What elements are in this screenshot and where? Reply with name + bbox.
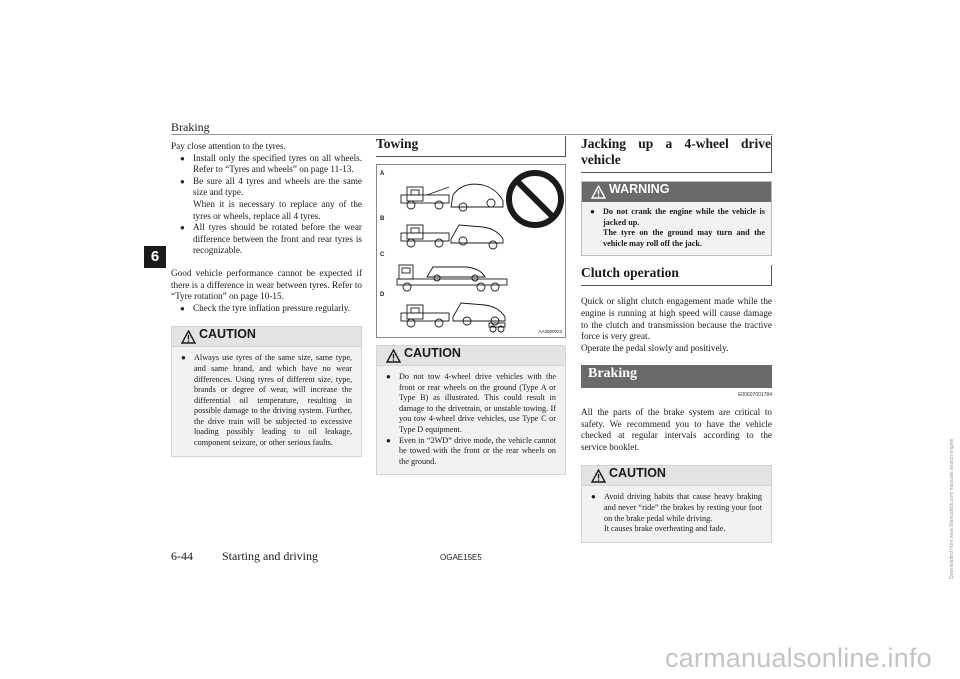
caution-list (377, 366, 565, 467)
list-item: ● Always use tyres of the same size, same type, and same brand, and which have no wear differences. Using tyres of different size, type, brands or degree of wear, will increase the differential oil temperature, resulting in possible damage to the driving system. Further, the drive train will be subjected to excessive loading possibly leading to oil leakage, component seizure, or other serious faults. (181, 353, 352, 448)
braking-title-bar: Braking (581, 365, 772, 388)
tyres-bullet-list (171, 153, 362, 257)
prohibited-icon (509, 173, 561, 225)
caution-label: CAUTION (609, 466, 666, 481)
list-item: ● Even in “2WD” drive mode, the vehicle cannot be towed with the front or the rear wheels on the ground. (386, 435, 556, 466)
braking-code: E00607001784 (738, 392, 772, 399)
site-watermark: carmanualsonline.info (665, 643, 932, 673)
running-header: Braking (171, 120, 210, 134)
warning-triangle-icon (181, 330, 196, 344)
document-code: OGAE15E5 (440, 553, 482, 562)
figure-code: AA3000023 (538, 329, 562, 334)
tyres-intro: Pay close attention to the tyres. (171, 141, 286, 151)
header-rule (171, 134, 773, 135)
caution-box-braking (581, 465, 772, 542)
braking-paragraph: All the parts of the brake system are critical to safety. We recommend you to have the vehicle checked at regular intervals according to the service booklet. (581, 406, 772, 452)
bullet-icon: ● (181, 353, 186, 363)
caution-box-tyres (171, 326, 362, 456)
figure-label-b: B (380, 216, 385, 222)
chapter-tab: 6 (144, 246, 166, 268)
caution-label: CAUTION (404, 346, 461, 360)
caution-bar (582, 466, 771, 486)
caution-bar (377, 346, 565, 366)
clutch-paragraph: Quick or slight clutch engagement made while the engine is running at high speed will cause damage to the clutch and transmission because the tractive force is very great. Operate the pedal slowly and positively. (581, 296, 772, 353)
bullet-icon: ● (591, 492, 596, 502)
list-item: ● Do not crank the engine while the vehicle is jacked up. The tyre on the ground may turn and the vehicle may roll off the jack. (590, 207, 765, 248)
list-item: ● Check the tyre inflation pressure regularly. (180, 302, 351, 313)
bullet-icon: ● (180, 303, 185, 313)
towing-heading: Towing (376, 136, 566, 157)
caution-list (582, 486, 771, 534)
caution-label: CAUTION (199, 327, 256, 342)
tyres-bullet-list-2 (171, 303, 362, 315)
bullet-icon: ● (180, 223, 185, 233)
column-jacking-clutch-braking (581, 136, 772, 543)
bullet-icon: ● (180, 153, 185, 163)
figure-label-a: A (380, 171, 385, 177)
tow-scene-a (401, 184, 503, 211)
list-item: ● Install only the specified tyres on all wheels. Refer to “Tyres and wheels” on page 11-13. (180, 152, 362, 175)
column-towing (376, 136, 566, 475)
warning-list (582, 202, 771, 249)
tow-scene-b (401, 225, 503, 249)
list-item: ● All tyres should be rotated before the wear difference between the front and rear tyres is recognizable. (180, 222, 362, 256)
caution-box-towing (376, 345, 566, 475)
caution-list (172, 347, 361, 448)
figure-label-d: D (380, 292, 385, 298)
warning-triangle-icon (591, 185, 606, 199)
warning-triangle-icon (591, 469, 606, 483)
warning-triangle-icon (386, 349, 401, 363)
towing-figure (376, 164, 566, 338)
list-item: ● Do not tow 4-wheel drive vehicles with the front or rear wheels on the ground (Type A or Type B) as illustrated. This could result in damage to the drivetrain, or unstable towing. If you tow 4-wheel drive vehicles, use Type C or Type D equipment. (386, 372, 556, 434)
tow-scene-c (397, 265, 507, 291)
bullet-icon: ● (180, 176, 185, 186)
warning-bar (582, 182, 771, 202)
towing-illustration (377, 165, 565, 337)
section-name: Starting and driving (222, 549, 318, 563)
list-item: ● Be sure all 4 tyres and wheels are the same size and type. When it is necessary to replace any of the tyres or wheels, replace all 4 tyres. (180, 175, 362, 221)
warning-box-jacking (581, 181, 772, 256)
page-number: 6-44 (171, 549, 193, 563)
bullet-icon: ● (386, 372, 391, 381)
tow-scene-d (401, 303, 505, 332)
side-watermark: Downloaded from www.Manualslib.com manuals search engine (949, 438, 955, 579)
column-tyres (171, 141, 362, 457)
bullet-icon: ● (386, 435, 391, 445)
caution-bar (172, 327, 361, 347)
jacking-heading: Jacking up a 4-wheel drive vehicle (581, 136, 772, 173)
list-item: ● Avoid driving habits that cause heavy braking and never “ride” the brakes by resting your foot on the brake pedal while driving. It causes brake overheating and fade. (591, 492, 762, 534)
clutch-heading: Clutch operation (581, 265, 772, 286)
figure-label-c: C (380, 252, 385, 258)
bullet-icon: ● (590, 207, 595, 216)
tyres-paragraph: Good vehicle performance cannot be expected if there is a difference in wear between tyres. Refer to “Tyre rotation” on page 10-15. (171, 267, 362, 302)
warning-label: WARNING (609, 182, 670, 196)
